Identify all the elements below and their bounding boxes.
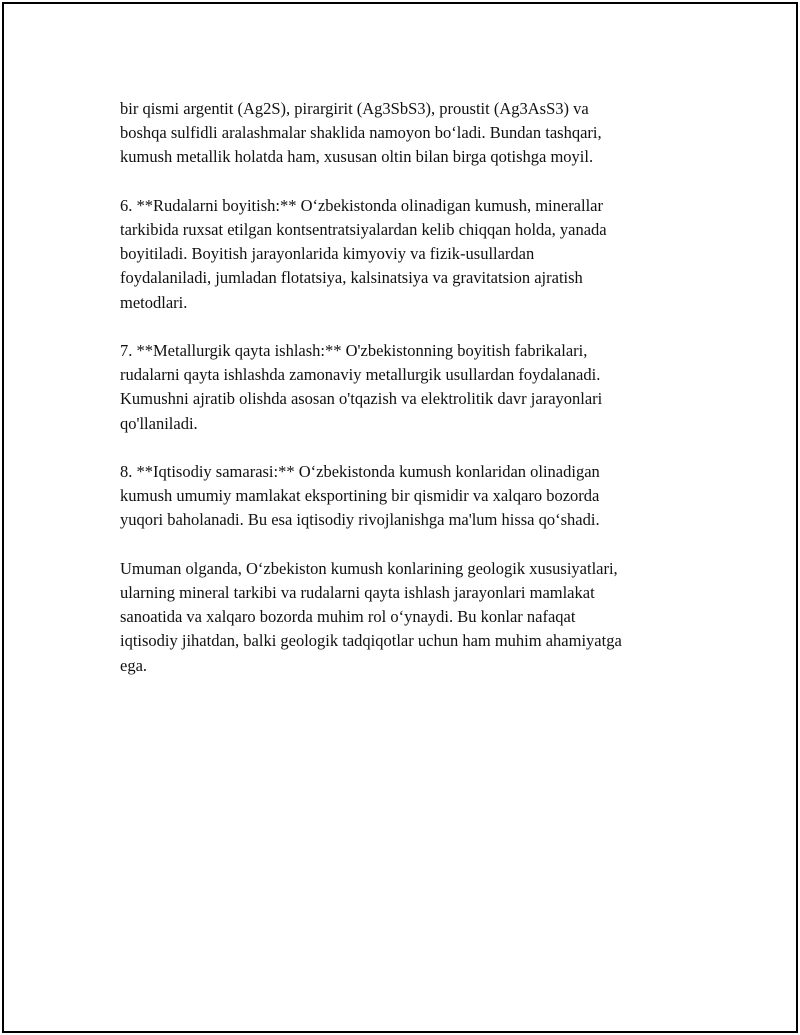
document-page [2,2,798,1033]
paragraph-rudalarni-boyitish: 6. **Rudalarni boyitish:** O‘zbekistonda olinadigan kumush, minerallar tarkibida ruxsat etilgan kontsentratsiyalardan kelib chiqqan holda, yanada boyitiladi. Boyitish jarayonlarida kimyoviy va fizik-usullardan foydalaniladi, jumladan flotatsiya, kalsinatsiya va gravitatsion ajratish metodlari. [120,195,607,312]
paragraph-iqtisodiy-samarasi: 8. **Iqtisodiy samarasi:** O‘zbekistonda kumush konlaridan olinadigan kumush umumiy mamlakat eksportining bir qismidir va xalqaro bozorda yuqori baholanadi. Bu esa iqtisodiy rivojlanishga ma'lum hissa qo‘shadi. [120,462,600,530]
paragraph-intro: bir qismi argentit (Ag2S), pirargirit (Ag3SbS3), proustit (Ag3AsS3) va boshqa sulfidli aralashmalar shaklida namoyon bo‘ladi. Bundan tashqari, kumush metallik holatda ham, xususan oltin bilan birga qotishga moyil. [120,99,602,167]
paragraph-conclusion: Umuman olganda, O‘zbekiston kumush konlarining geologik xususiyatlari, ularning mineral tarkibi va rudalarni qayta ishlash jarayonlari mamlakat sanoatida va xalqaro bozorda muhim rol o‘ynaydi. Bu konlar nafaqat iqtisodiy jihatdan, balki geologik tadqiqotlar uchun ham muhim ahamiyatga ega. [120,558,622,675]
paragraph-metallurgik-qayta-ishlash: 7. **Metallurgik qayta ishlash:** O'zbekistonning boyitish fabrikalari, rudalarni qayta ishlashda zamonaviy metallurgik usullardan foydalanadi. Kumushni ajratib olishda asosan o'tqazish va elektrolitik davr jarayonlari qo'llaniladi. [120,341,603,433]
document-body [120,97,690,702]
